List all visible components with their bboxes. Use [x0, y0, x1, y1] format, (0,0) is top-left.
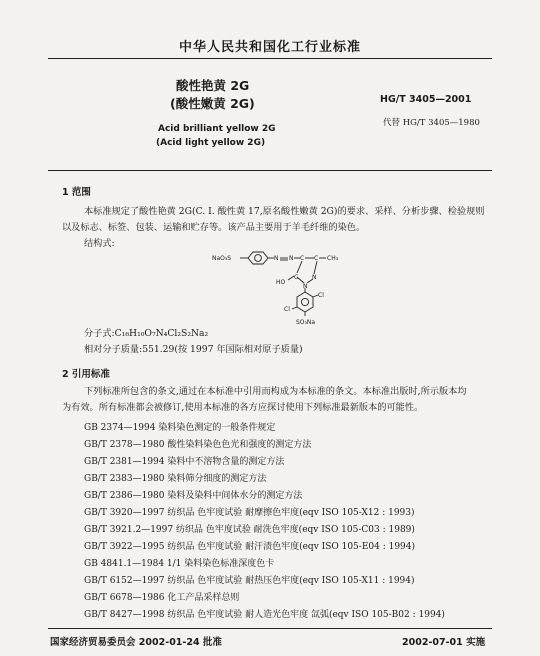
title-rule: [48, 170, 492, 171]
azo-n1-label: N: [274, 255, 279, 262]
hydroxy-label: HO: [276, 279, 286, 286]
reference-item: GB/T 6152—1997 纺织品 色牢度试验 耐热压色牢度(eqv ISO 105-X11 : 1994): [84, 576, 415, 586]
molecular-mass: 相对分子质量:551.29(按 1997 年国际相对原子质量): [84, 344, 303, 355]
structure-label: 结构式:: [84, 238, 115, 249]
reference-item: GB/T 8427—1998 纺织品 色牢度试验 耐人造光色牢度 氙弧(eqv ISO 105-B02 : 1994): [84, 610, 445, 620]
ring-c1-label: C: [300, 255, 305, 262]
title-en-main: Acid brilliant yellow 2G: [158, 124, 276, 134]
header-rule: [48, 58, 492, 59]
references-paragraph-line-2: 为有效。所有标准都会被修订,使用本标准的各方应探讨使用下列标准最新版本的可能性。: [62, 402, 424, 413]
chlorine-2-label: Cl: [284, 306, 290, 313]
molecular-formula: 分子式:C₁₆H₁₀O₇N₄Cl₂S₂Na₂: [84, 328, 209, 339]
page-header: 中华人民共和国化工行业标准: [178, 40, 361, 55]
ring-c3-label: C: [294, 274, 299, 281]
methyl-label: CH₃: [327, 255, 339, 262]
reference-item: GB/T 6678—1986 化工产品采样总则: [84, 593, 240, 603]
references-paragraph-line-1: 下列标准所包含的条文,通过在本标准中引用而构成为本标准的条文。本标准出版时,所示版本均: [84, 386, 467, 397]
reference-item: GB/T 2378—1980 酸性染料染色色光和强度的测定方法: [84, 440, 312, 450]
title-cn-alt: (酸性嫩黄 2G): [170, 96, 255, 111]
reference-item: GB/T 2383—1980 染料筛分细度的测定方法: [84, 474, 267, 484]
structural-formula: [210, 246, 360, 334]
reference-item: GB/T 3920—1997 纺织品 色牢度试验 耐摩擦色牢度(eqv ISO 105-X12 : 1993): [84, 508, 415, 518]
section-1-heading: 1 范围: [62, 187, 91, 198]
ring-n3-label: N: [312, 274, 317, 281]
so3na-label: SO₃Na: [296, 319, 316, 326]
standard-number: HG/T 3405—2001: [380, 94, 472, 105]
azo-n2-label: N: [289, 255, 294, 262]
reference-item: GB/T 2381—1994 染料中不溶物含量的测定方法: [84, 457, 285, 467]
reference-item: GB 2374—1994 染料染色测定的一般条件规定: [84, 423, 276, 433]
title-cn-main: 酸性艳黄 2G: [176, 78, 250, 93]
footer-rule: [48, 628, 492, 629]
approval-note: 国家经济贸易委员会 2002-01-24 批准: [50, 637, 222, 648]
reference-item: GB 4841.1—1984 1/1 染料染色标准深度色卡: [84, 559, 275, 569]
ring-n4-label: N: [303, 283, 308, 290]
reference-item: GB/T 3921.2—1997 纺织品 色牢度试验 耐洗色牢度(eqv ISO 105-C03 : 1989): [84, 525, 415, 535]
scope-paragraph-line-1: 本标准规定了酸性艳黄 2G(C. I. 酸性黄 17,原名酸性嫩黄 2G)的要求、采样、分析步骤、检验规则: [84, 206, 485, 217]
replaces-note: 代替 HG/T 3405—1980: [383, 118, 480, 128]
scope-paragraph-line-2: 以及标志、标签、包装、运输和贮存等。该产品主要用于羊毛纤维的染色。: [62, 222, 366, 233]
ring-c2-label: C: [314, 255, 319, 262]
section-2-heading: 2 引用标准: [62, 369, 110, 380]
reference-item: GB/T 3922—1995 纺织品 色牢度试验 耐汗渍色牢度(eqv ISO 105-E04 : 1994): [84, 542, 416, 552]
title-en-alt: (Acid light yellow 2G): [156, 138, 266, 148]
chlorine-1-label: Cl: [318, 292, 324, 299]
reference-item: GB/T 2386—1980 染料及染料中间体水分的测定方法: [84, 491, 303, 501]
naso3-left-label: NaO₃S: [212, 255, 232, 262]
effective-date: 2002-07-01 实施: [402, 637, 486, 648]
